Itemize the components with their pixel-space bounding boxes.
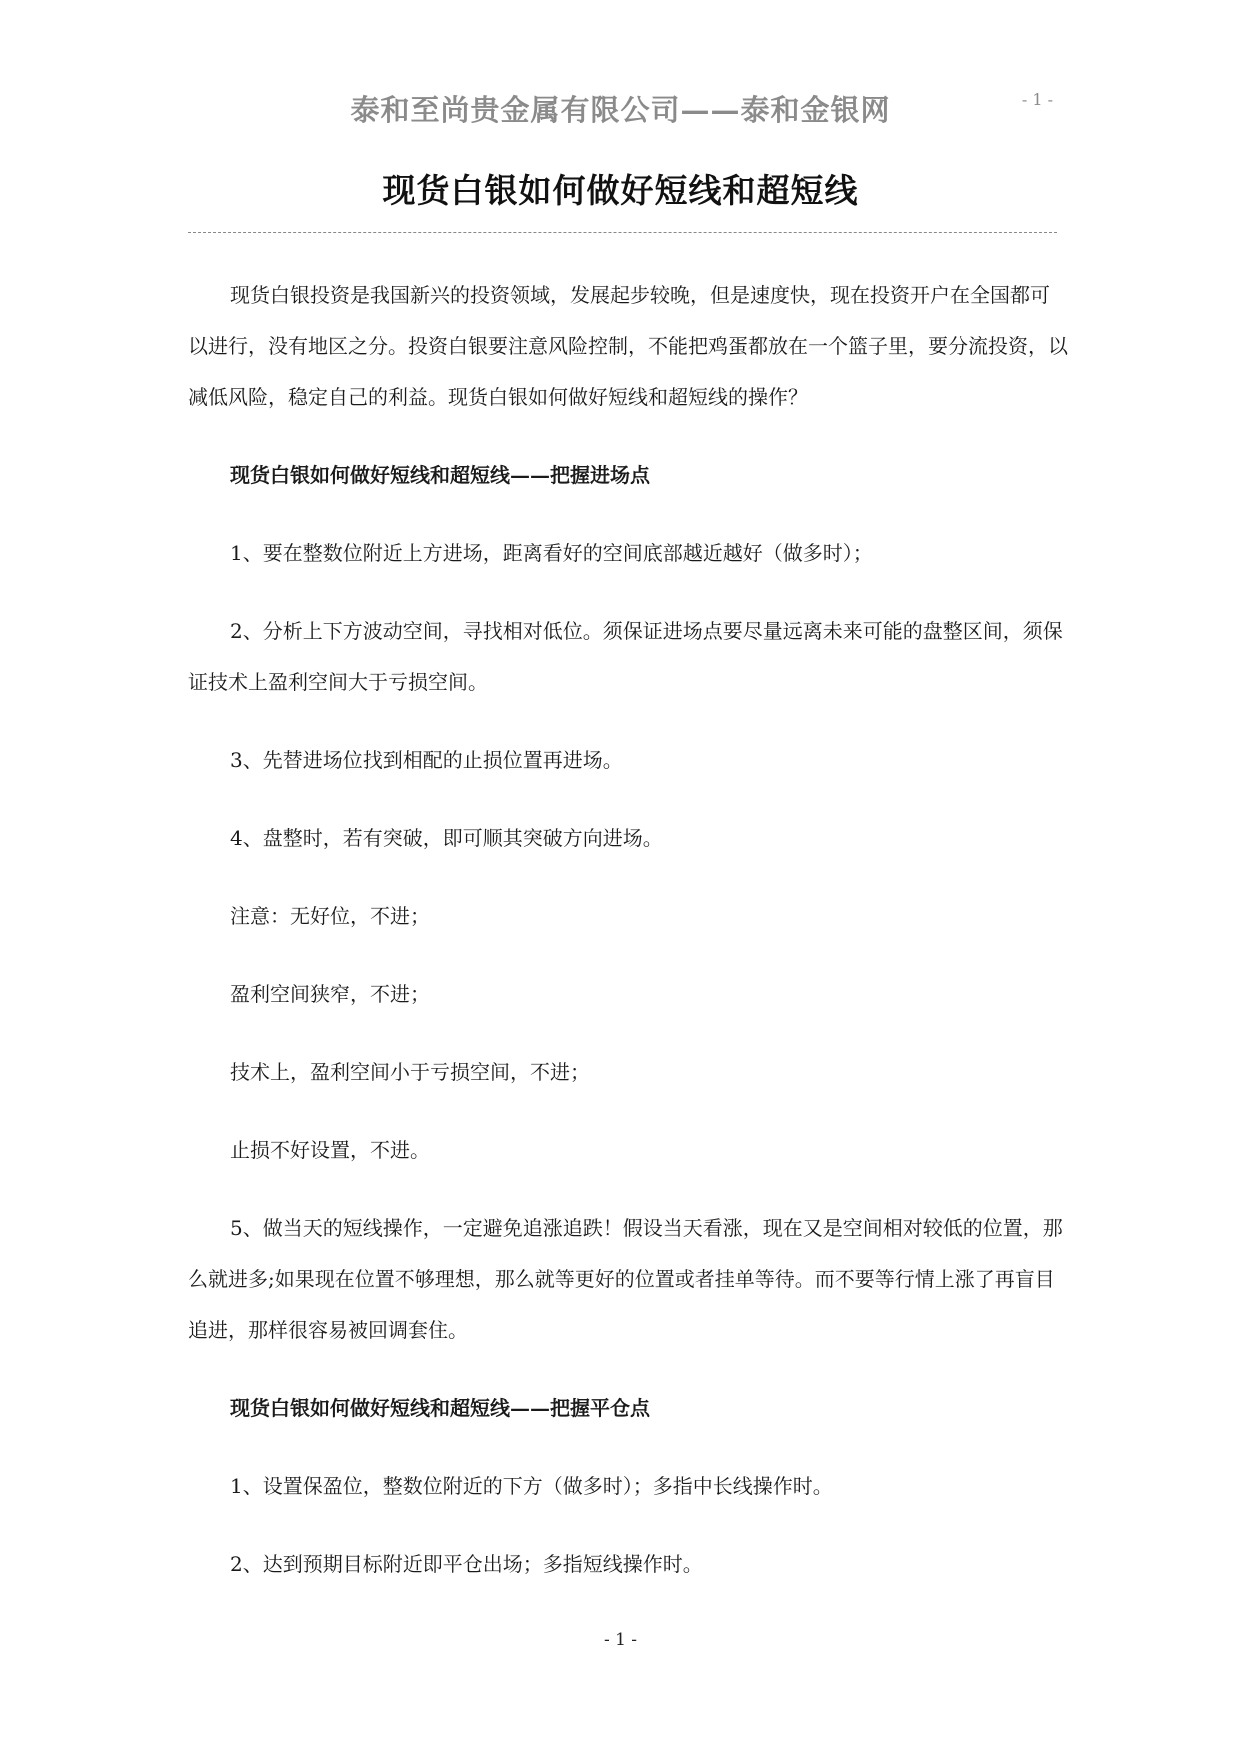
document-title: 现货白银如何做好短线和超短线 xyxy=(382,171,859,210)
entry-item-2: 2、分析上下方波动空间，寻找相对低位。须保证进场点要尽量远离未来可能的盘整区间，须保证技术上盈利空间大于亏损空间。 xyxy=(188,619,1063,694)
entry-item-3: 3、先替进场位找到相配的止损位置再进场。 xyxy=(230,748,623,772)
entry-item-5: 5、做当天的短线操作，一定避免追涨追跌！假设当天看涨，现在又是空间相对较低的位置，那么就进多;如果现在位置不够理想，那么就等更好的位置或者挂单等待。而不要等行情上涨了再盲目追进，那样很容易被回调套住。 xyxy=(188,1216,1063,1342)
note-item-4: 止损不好设置，不进。 xyxy=(230,1138,430,1162)
section-heading-entry: 现货白银如何做好短线和超短线——把握进场点 xyxy=(230,463,650,487)
exit-item-2: 2、达到预期目标附近即平仓出场；多指短线操作时。 xyxy=(230,1552,703,1576)
header-company-name: 泰和至尚贵金属有限公司——泰和金银网 xyxy=(350,93,891,127)
footer-page-number: - 1 - xyxy=(603,1630,638,1650)
entry-item-4: 4、盘整时，若有突破，即可顺其突破方向进场。 xyxy=(230,826,663,850)
note-item-1: 注意：无好位，不进； xyxy=(230,904,430,928)
note-item-2: 盈利空间狭窄，不进； xyxy=(230,982,430,1006)
exit-item-1: 1、设置保盈位，整数位附近的下方（做多时）；多指中长线操作时。 xyxy=(230,1474,833,1498)
document-body xyxy=(188,270,1068,1617)
section-heading-exit: 现货白银如何做好短线和超短线——把握平仓点 xyxy=(230,1396,650,1420)
header-page-number: - 1 - xyxy=(1021,90,1053,109)
title-divider xyxy=(188,232,1057,233)
entry-item-1: 1、要在整数位附近上方进场，距离看好的空间底部越近越好（做多时）； xyxy=(230,541,873,565)
note-item-3: 技术上，盈利空间小于亏损空间，不进； xyxy=(230,1060,590,1084)
intro-paragraph: 现货白银投资是我国新兴的投资领域，发展起步较晚，但是速度快，现在投资开户在全国都可以进行，没有地区之分。投资白银要注意风险控制，不能把鸡蛋都放在一个篮子里，要分流投资，以减低风险，稳定自己的利益。现货白银如何做好短线和超短线的操作？ xyxy=(188,283,1068,409)
